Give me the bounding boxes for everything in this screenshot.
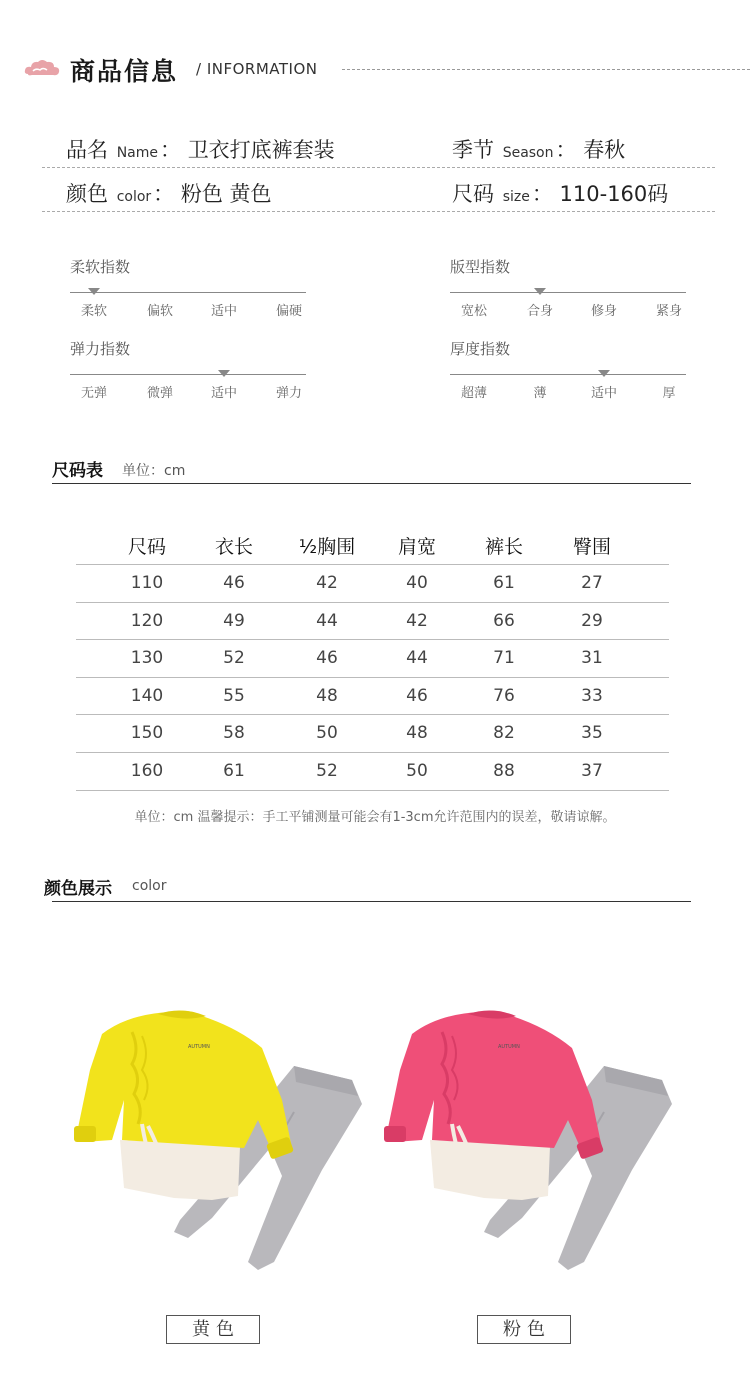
size-table-cell: 160 (130, 760, 164, 781)
table-row (76, 753, 669, 791)
size-label: 尺码 (452, 182, 494, 206)
color-separator: ： (153, 182, 175, 206)
index-label: 超薄 (460, 386, 488, 401)
size-label-en: size (502, 189, 530, 205)
size-table-cell: 27 (581, 573, 603, 593)
index-label: 适中 (210, 304, 238, 319)
size-table-cell: 37 (581, 760, 603, 781)
index-label: 偏软 (146, 304, 174, 319)
index-title: 柔软指数 (70, 258, 131, 276)
size-table-cell: 120 (130, 610, 164, 631)
size-table-header (76, 526, 669, 565)
color-label-box: 黄色 (166, 1315, 260, 1344)
index-label: 厚 (662, 386, 676, 401)
index-marker-icon (598, 370, 610, 377)
name-label: 品名 (66, 138, 108, 162)
size-table-cell: 40 (406, 573, 428, 593)
size-chart-unit: 单位：cm (122, 463, 186, 479)
color-label: 颜色 (66, 182, 108, 206)
index-2 (70, 338, 306, 408)
info-size (452, 178, 668, 208)
auspicious-cloud-icon (24, 58, 60, 80)
info-color (66, 178, 272, 208)
size-table-header-cell: ½胸围 (298, 536, 356, 558)
size-table-cell: 52 (223, 648, 245, 669)
size-table-cell: 61 (493, 573, 515, 593)
index-label: 宽松 (460, 304, 488, 319)
size-table-cell: 130 (130, 648, 164, 669)
index-0 (70, 256, 306, 326)
svg-text:AUTUMN: AUTUMN (188, 1044, 210, 1050)
size-table-cell: 150 (130, 723, 164, 744)
size-chart-heading (52, 454, 691, 484)
size-table-cell: 50 (316, 723, 338, 744)
size-table-header-cell: 尺码 (127, 536, 166, 558)
size-table-cell: 31 (581, 648, 603, 669)
index-marker-icon (534, 288, 546, 295)
index-label: 紧身 (655, 304, 683, 319)
table-row (76, 603, 669, 641)
size-table-cell: 82 (493, 723, 515, 744)
color-value: 粉色 黄色 (180, 182, 272, 206)
season-label-en: Season (502, 145, 554, 161)
section-header-information (24, 52, 750, 88)
index-label: 适中 (210, 386, 238, 401)
header-title-en: / INFORMATION (196, 60, 318, 78)
size-table-header-cell: 肩宽 (397, 536, 436, 558)
size-chart-title: 尺码表 (52, 461, 103, 481)
size-table-cell: 61 (223, 760, 245, 781)
name-label-en: Name (116, 145, 158, 161)
size-value: 110-160码 (559, 182, 669, 206)
index-title: 弹力指数 (70, 340, 131, 358)
index-scale-line (450, 374, 686, 375)
size-table-cell: 88 (493, 760, 515, 781)
index-title: 版型指数 (450, 258, 511, 276)
info-row-2 (42, 172, 715, 212)
season-separator: ： (555, 138, 577, 162)
size-table-cell: 66 (493, 610, 515, 631)
info-season (452, 134, 625, 164)
color-display-sub: color (132, 878, 167, 894)
size-table-cell: 46 (223, 573, 245, 593)
size-table-cell: 35 (581, 723, 603, 744)
index-1 (450, 256, 686, 326)
index-marker-icon (88, 288, 100, 295)
size-table-cell: 140 (130, 685, 164, 706)
index-scale-line (450, 292, 686, 293)
size-table-cell: 76 (493, 685, 515, 706)
season-value: 春秋 (583, 138, 626, 162)
index-label: 适中 (590, 386, 618, 401)
svg-text:AUTUMN: AUTUMN (498, 1044, 520, 1050)
size-table-cell: 71 (493, 648, 515, 669)
index-label: 柔软 (80, 304, 108, 319)
table-row (76, 565, 669, 603)
size-table-header-cell: 裤长 (484, 536, 523, 558)
index-label: 微弹 (146, 386, 174, 401)
season-label: 季节 (452, 138, 494, 162)
index-label: 偏硬 (275, 304, 303, 319)
index-marker-icon (218, 370, 230, 377)
color-label-box: 粉色 (477, 1315, 571, 1344)
size-table-cell: 44 (316, 610, 338, 631)
size-table-cell: 46 (316, 648, 338, 669)
size-table-cell: 49 (223, 610, 245, 631)
size-table-cell: 42 (406, 610, 428, 631)
header-dotted-line (342, 69, 750, 70)
table-row (76, 715, 669, 753)
index-3 (450, 338, 686, 408)
size-table-header-cell: 臀围 (572, 536, 611, 558)
index-scale-line (70, 374, 306, 375)
measurement-note: 单位：cm 温馨提示：手工平铺测量可能会有1-3cm允许范围内的误差，敬请谅解。 (134, 810, 616, 825)
size-table-cell: 46 (406, 685, 428, 706)
size-table-cell: 33 (581, 685, 603, 706)
index-title: 厚度指数 (450, 340, 511, 358)
table-row (76, 640, 669, 678)
table-row (76, 678, 669, 716)
size-table-cell: 50 (406, 760, 428, 781)
name-separator: ： (160, 138, 181, 162)
product-image-0 (62, 1000, 372, 1290)
size-table-cell: 110 (130, 573, 164, 593)
size-table (76, 526, 669, 791)
index-scale-line (70, 292, 306, 293)
color-display-title: 颜色展示 (44, 879, 112, 899)
size-table-cell: 55 (223, 685, 245, 706)
info-name (66, 134, 335, 164)
size-table-cell: 52 (316, 760, 338, 781)
outfit-illustration-icon (372, 1000, 682, 1290)
size-table-cell: 48 (406, 723, 428, 744)
color-label-en: color (116, 189, 152, 205)
size-separator: ： (531, 182, 553, 206)
size-table-cell: 48 (316, 685, 338, 706)
name-value: 卫衣打底裤套装 (187, 138, 335, 162)
header-title-cn: 商品信息 (70, 57, 179, 86)
index-label: 弹力 (275, 386, 303, 401)
index-label: 无弹 (80, 386, 108, 401)
product-image-1 (372, 1000, 682, 1290)
outfit-illustration-icon (62, 1000, 372, 1290)
size-table-header-cell: 衣长 (214, 536, 253, 558)
size-table-cell: 29 (581, 610, 603, 631)
size-table-cell: 44 (406, 648, 428, 669)
size-table-cell: 58 (223, 723, 245, 744)
index-label: 合身 (526, 304, 554, 319)
index-label: 薄 (533, 386, 547, 401)
info-row-1 (42, 128, 715, 168)
index-label: 修身 (590, 304, 618, 319)
color-display-heading (44, 872, 691, 902)
size-table-cell: 42 (316, 573, 338, 593)
